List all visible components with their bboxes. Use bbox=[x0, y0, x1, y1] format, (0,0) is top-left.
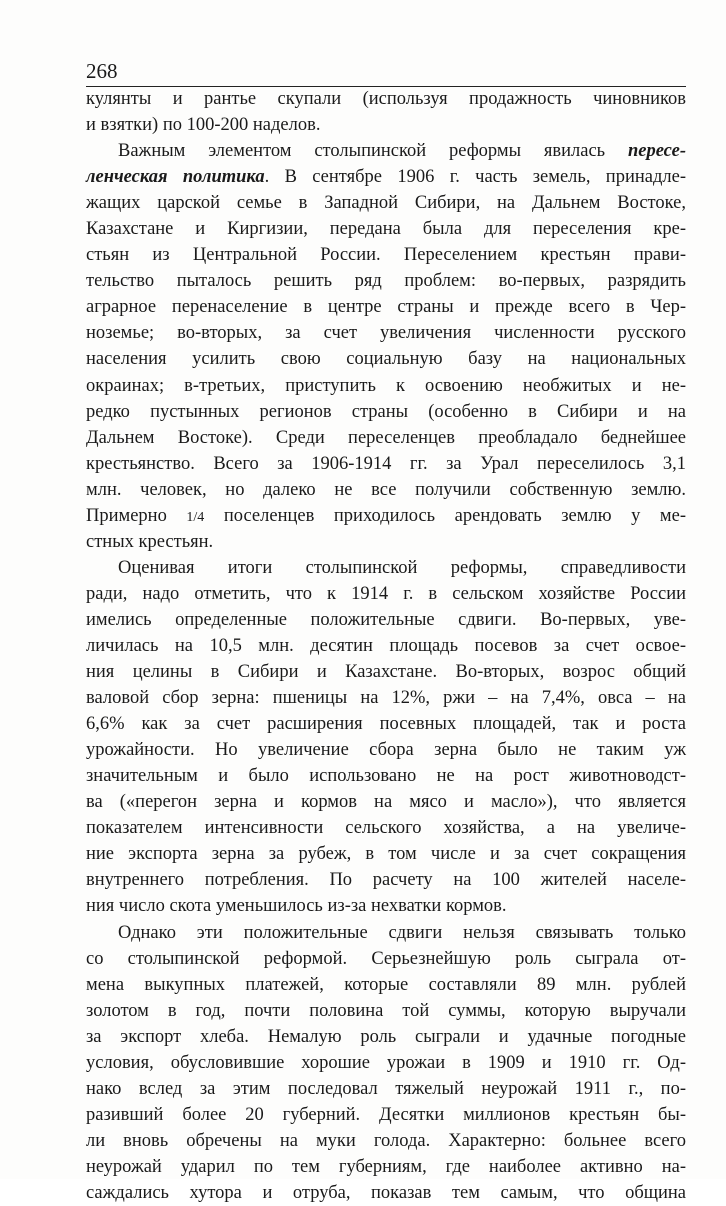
text-segment: Важным элементом столыпинской реформы явилась bbox=[118, 141, 628, 161]
text-line: внутреннего потребления. По расчету на 100 жителей населе- bbox=[86, 867, 686, 893]
text-line: Казахстане и Киргизии, передана была для переселения кре- bbox=[86, 216, 686, 242]
text-line: валовой сбор зерна: пшеницы на 12%, ржи – на 7,4%, овса – на bbox=[86, 685, 686, 711]
text-line: аграрное перенаселение в центре страны и прежде всего в Чер- bbox=[86, 294, 686, 320]
text-line: ния число скота уменьшилось из-за нехватки кормов. bbox=[86, 893, 686, 919]
emphasized-term: ленческая политика bbox=[86, 167, 265, 187]
text-line bbox=[86, 164, 686, 190]
text-segment: поселенцев приходилось арендовать землю у ме- bbox=[204, 506, 686, 526]
page-number: 268 bbox=[86, 58, 118, 84]
text-line: жащих царской семье в Западной Сибири, на Дальнем Востоке, bbox=[86, 190, 686, 216]
text-line: ли вновь обречены на муки голода. Характерно: больнее всего bbox=[86, 1128, 686, 1154]
paragraph bbox=[86, 555, 686, 920]
text-line: золотом в год, почти половина той суммы, которую выручали bbox=[86, 998, 686, 1024]
text-line: и взятки) по 100-200 наделов. bbox=[86, 112, 686, 138]
text-segment: . В сентябре 1906 г. часть земель, принадле- bbox=[265, 167, 686, 187]
text-line: редко пустынных регионов страны (особенно в Сибири и на bbox=[86, 399, 686, 425]
text-line bbox=[86, 138, 686, 164]
text-line: личилась на 10,5 млн. десятин площадь посевов за счет освое- bbox=[86, 633, 686, 659]
emphasized-term: пересе- bbox=[628, 141, 686, 161]
text-line: млн. человек, но далеко не все получили собственную землю. bbox=[86, 477, 686, 503]
text-line: Оценивая итоги столыпинской реформы, справедливости bbox=[86, 555, 686, 581]
text-line: неурожай ударил по тем губерниям, где наиболее активно на- bbox=[86, 1154, 686, 1180]
text-line: за экспорт хлеба. Немалую роль сыграли и удачные погодные bbox=[86, 1024, 686, 1050]
paragraph bbox=[86, 86, 686, 138]
text-line: нако вслед за этим последовал тяжелый неурожай 1911 г., по- bbox=[86, 1076, 686, 1102]
text-line: мена выкупных платежей, которые составляли 89 млн. рублей bbox=[86, 972, 686, 998]
text-line: имелись определенные положительные сдвиги. Во-первых, уве- bbox=[86, 607, 686, 633]
text-line: урожайности. Но увеличение сбора зерна было не таким уж bbox=[86, 737, 686, 763]
paragraph bbox=[86, 920, 686, 1206]
text-line: ние экспорта зерна за рубеж, в том числе и за счет сокращения bbox=[86, 841, 686, 867]
text-line: окраинах; в-третьих, приступить к освоению необжитых и не- bbox=[86, 373, 686, 399]
text-line bbox=[86, 503, 686, 529]
paragraph bbox=[86, 138, 686, 555]
text-line: разивший более 20 губерний. Десятки миллионов крестьян бы- bbox=[86, 1102, 686, 1128]
text-line: ния целины в Сибири и Казахстане. Во-вторых, возрос общий bbox=[86, 659, 686, 685]
fraction: 1/4 bbox=[186, 510, 204, 525]
text-line: кулянты и рантье скупали (используя продажность чиновников bbox=[86, 86, 686, 112]
text-line: крестьянство. Всего за 1906-1914 гг. за Урал переселилось 3,1 bbox=[86, 451, 686, 477]
text-line: населения усилить свою социальную базу на национальных bbox=[86, 346, 686, 372]
text-line: тельство пыталось решить ряд проблем: во-первых, разрядить bbox=[86, 268, 686, 294]
text-line: Дальнем Востоке). Среди переселенцев преобладало беднейшее bbox=[86, 425, 686, 451]
text-line: показателем интенсивности сельского хозяйства, а на увеличе- bbox=[86, 815, 686, 841]
text-line: стных крестьян. bbox=[86, 529, 686, 555]
text-line: саждались хутора и отруба, показав тем самым, что община bbox=[86, 1180, 686, 1206]
text-line: ради, надо отметить, что к 1914 г. в сельском хозяйстве России bbox=[86, 581, 686, 607]
text-line: ноземье; во-вторых, за счет увеличения численности русского bbox=[86, 320, 686, 346]
text-line: ва («перегон зерна и кормов на мясо и масло»), что является bbox=[86, 789, 686, 815]
body-text bbox=[86, 86, 686, 1206]
text-line: стьян из Центральной России. Переселением крестьян прави- bbox=[86, 242, 686, 268]
text-line: Однако эти положительные сдвиги нельзя связывать только bbox=[86, 920, 686, 946]
text-segment: Примерно bbox=[86, 506, 186, 526]
text-line: условия, обусловившие хорошие урожаи в 1909 и 1910 гг. Од- bbox=[86, 1050, 686, 1076]
text-line: значительным и было использовано не на рост животноводст- bbox=[86, 763, 686, 789]
text-line: со столыпинской реформой. Серьезнейшую роль сыграла от- bbox=[86, 946, 686, 972]
text-line: 6,6% как за счет расширения посевных площадей, так и роста bbox=[86, 711, 686, 737]
